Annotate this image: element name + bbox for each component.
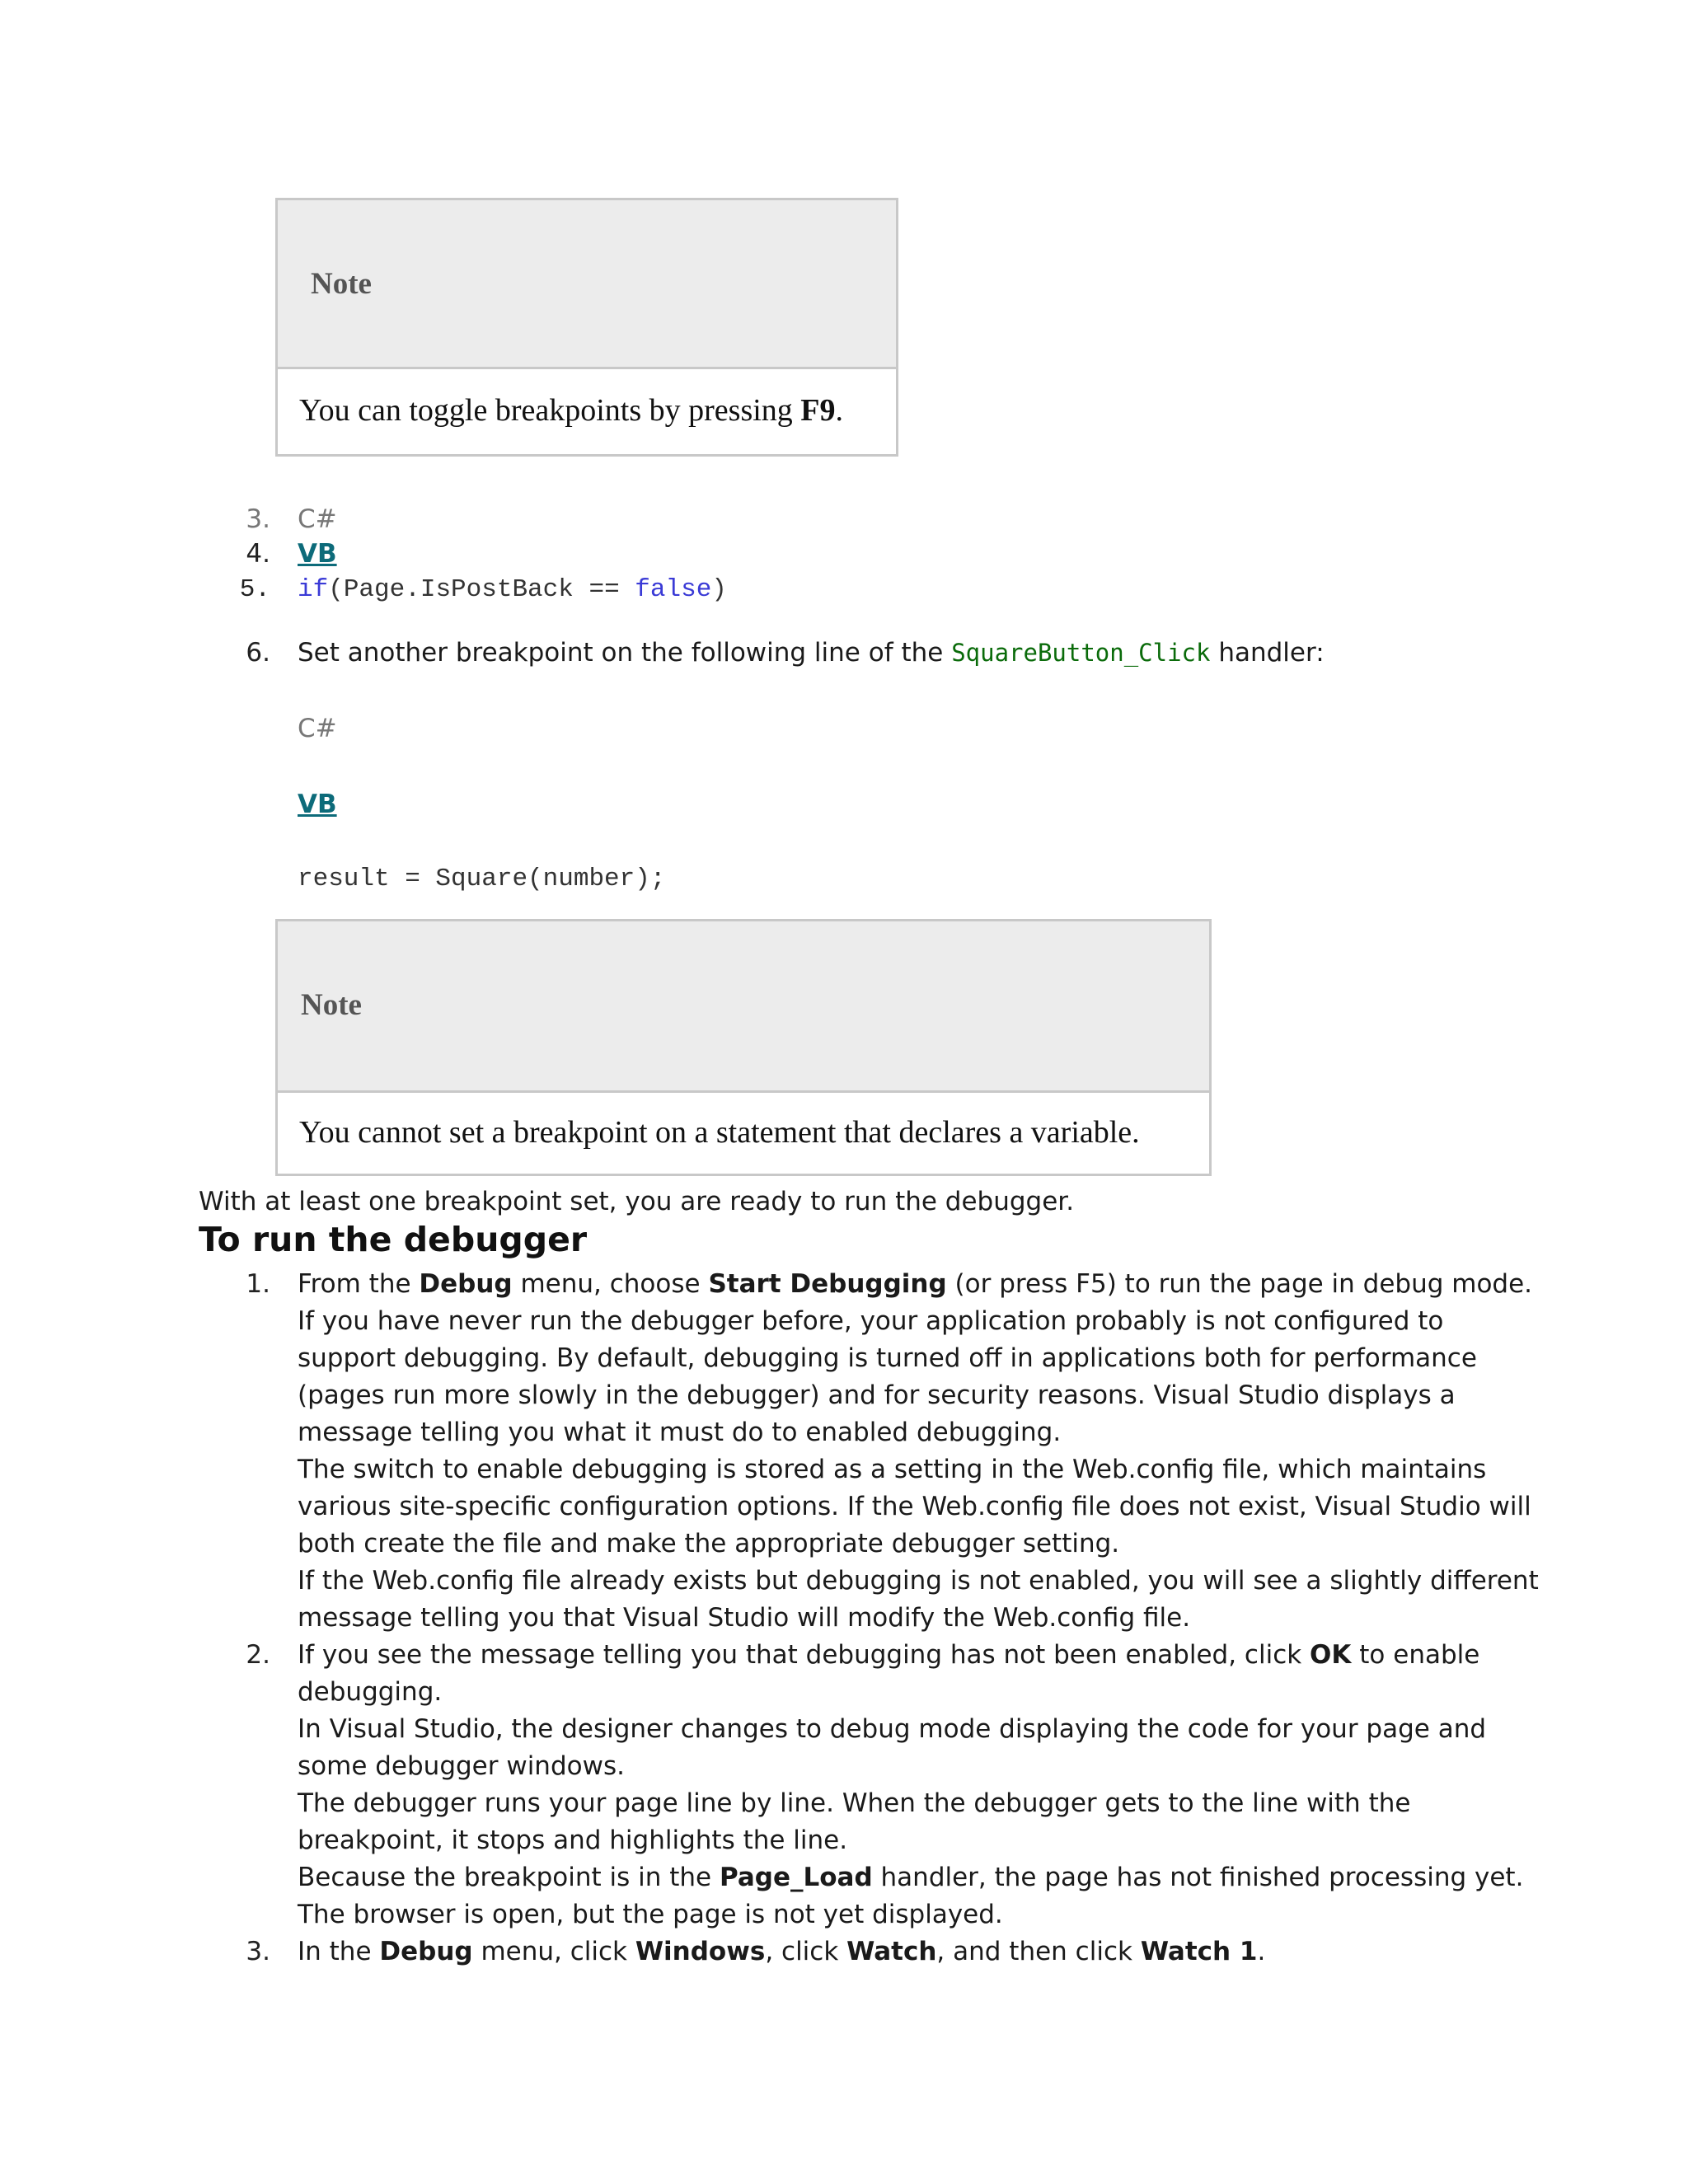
handler-page-load: Page_Load: [719, 1863, 873, 1892]
step2-line: Because the breakpoint is in the Page_Load handler, the page has not finished processing yet.: [298, 1863, 1524, 1892]
list-number: 4.: [246, 539, 270, 569]
note-header: [278, 200, 896, 369]
menu-debug: Debug: [419, 1269, 513, 1299]
step1-line: message telling you what it must do to enabled debugging.: [298, 1418, 1062, 1447]
step1-line: various site-specific configuration options. If the Web.config file does not exist, Visual Studio will: [298, 1492, 1531, 1521]
section-heading: To run the debugger: [199, 1220, 588, 1259]
menu-watch: Watch: [846, 1937, 937, 1966]
step1-line: The switch to enable debugging is stored as a setting in the Web.config file, which maintains: [298, 1455, 1487, 1484]
list-number: 6.: [246, 638, 270, 668]
step1-line: If you have never run the debugger before, your application probably is not configured to: [298, 1306, 1444, 1336]
menu-windows: Windows: [635, 1937, 766, 1966]
inline-code-handler: SquareButton_Click: [951, 639, 1211, 667]
step1-line: (pages run more slowly in the debugger) and for security reasons. Visual Studio displays a: [298, 1380, 1456, 1410]
step1-line: From the Debug menu, choose Start Debugging (or press F5) to run the page in debug mode.: [298, 1269, 1533, 1299]
step1-line: support debugging. By default, debugging is turned off in applications both for performance: [298, 1343, 1477, 1373]
note-body: You cannot set a breakpoint on a statement that declares a variable.: [299, 1115, 1140, 1150]
step2-line: If you see the message telling you that debugging has not been enabled, click OK to enable: [298, 1640, 1480, 1670]
step2-line: In Visual Studio, the designer changes to debug mode displaying the code for your page and: [298, 1714, 1487, 1744]
step1-line: If the Web.config file already exists but debugging is not enabled, you will see a slightly different: [298, 1566, 1539, 1596]
tab-vb[interactable]: VB: [298, 790, 337, 819]
step2-line: The browser is open, but the page is not yet displayed.: [298, 1900, 1003, 1929]
step2-line: breakpoint, it stops and highlights the line.: [298, 1825, 848, 1855]
key-f9: F9: [800, 393, 836, 428]
list-number: 3.: [246, 1937, 270, 1966]
step6-text: Set another breakpoint on the following line of the SquareButton_Click handler:: [298, 638, 1325, 668]
tab-vb[interactable]: VB: [298, 539, 337, 569]
step3-line: In the Debug menu, click Windows, click Watch, and then click Watch 1.: [298, 1937, 1266, 1966]
note-box-variable: [275, 919, 1212, 1176]
tab-csharp[interactable]: C#: [298, 504, 337, 534]
step2-line: some debugger windows.: [298, 1751, 625, 1781]
intro-text: With at least one breakpoint set, you are ready to run the debugger.: [199, 1187, 1075, 1216]
note-title: Note: [301, 988, 362, 1022]
menu-watch-1: Watch 1: [1140, 1937, 1258, 1966]
menu-start-debugging: Start Debugging: [708, 1269, 947, 1299]
list-number: 5.: [239, 575, 270, 604]
code-result-line: result = Square(number);: [298, 865, 666, 893]
tab-csharp[interactable]: C#: [298, 714, 337, 743]
note-header: [278, 921, 1209, 1093]
step2-line: debugging.: [298, 1677, 443, 1707]
step1-line: message telling you that Visual Studio will modify the Web.config file.: [298, 1603, 1191, 1633]
note-title: Note: [311, 267, 372, 301]
step1-line: both create the file and make the appropriate debugger setting.: [298, 1529, 1120, 1558]
list-number: 2.: [246, 1640, 270, 1670]
code-postback-check: if(Page.IsPostBack == false): [298, 575, 727, 604]
step2-line: The debugger runs your page line by line. When the debugger gets to the line with the: [298, 1788, 1411, 1818]
ok-button-ref: OK: [1310, 1640, 1352, 1670]
list-number: 3.: [246, 504, 270, 534]
note-body: You can toggle breakpoints by pressing F9.: [299, 393, 844, 428]
menu-debug: Debug: [379, 1937, 473, 1966]
list-number: 1.: [246, 1269, 270, 1299]
note-box-f9: [275, 198, 898, 457]
